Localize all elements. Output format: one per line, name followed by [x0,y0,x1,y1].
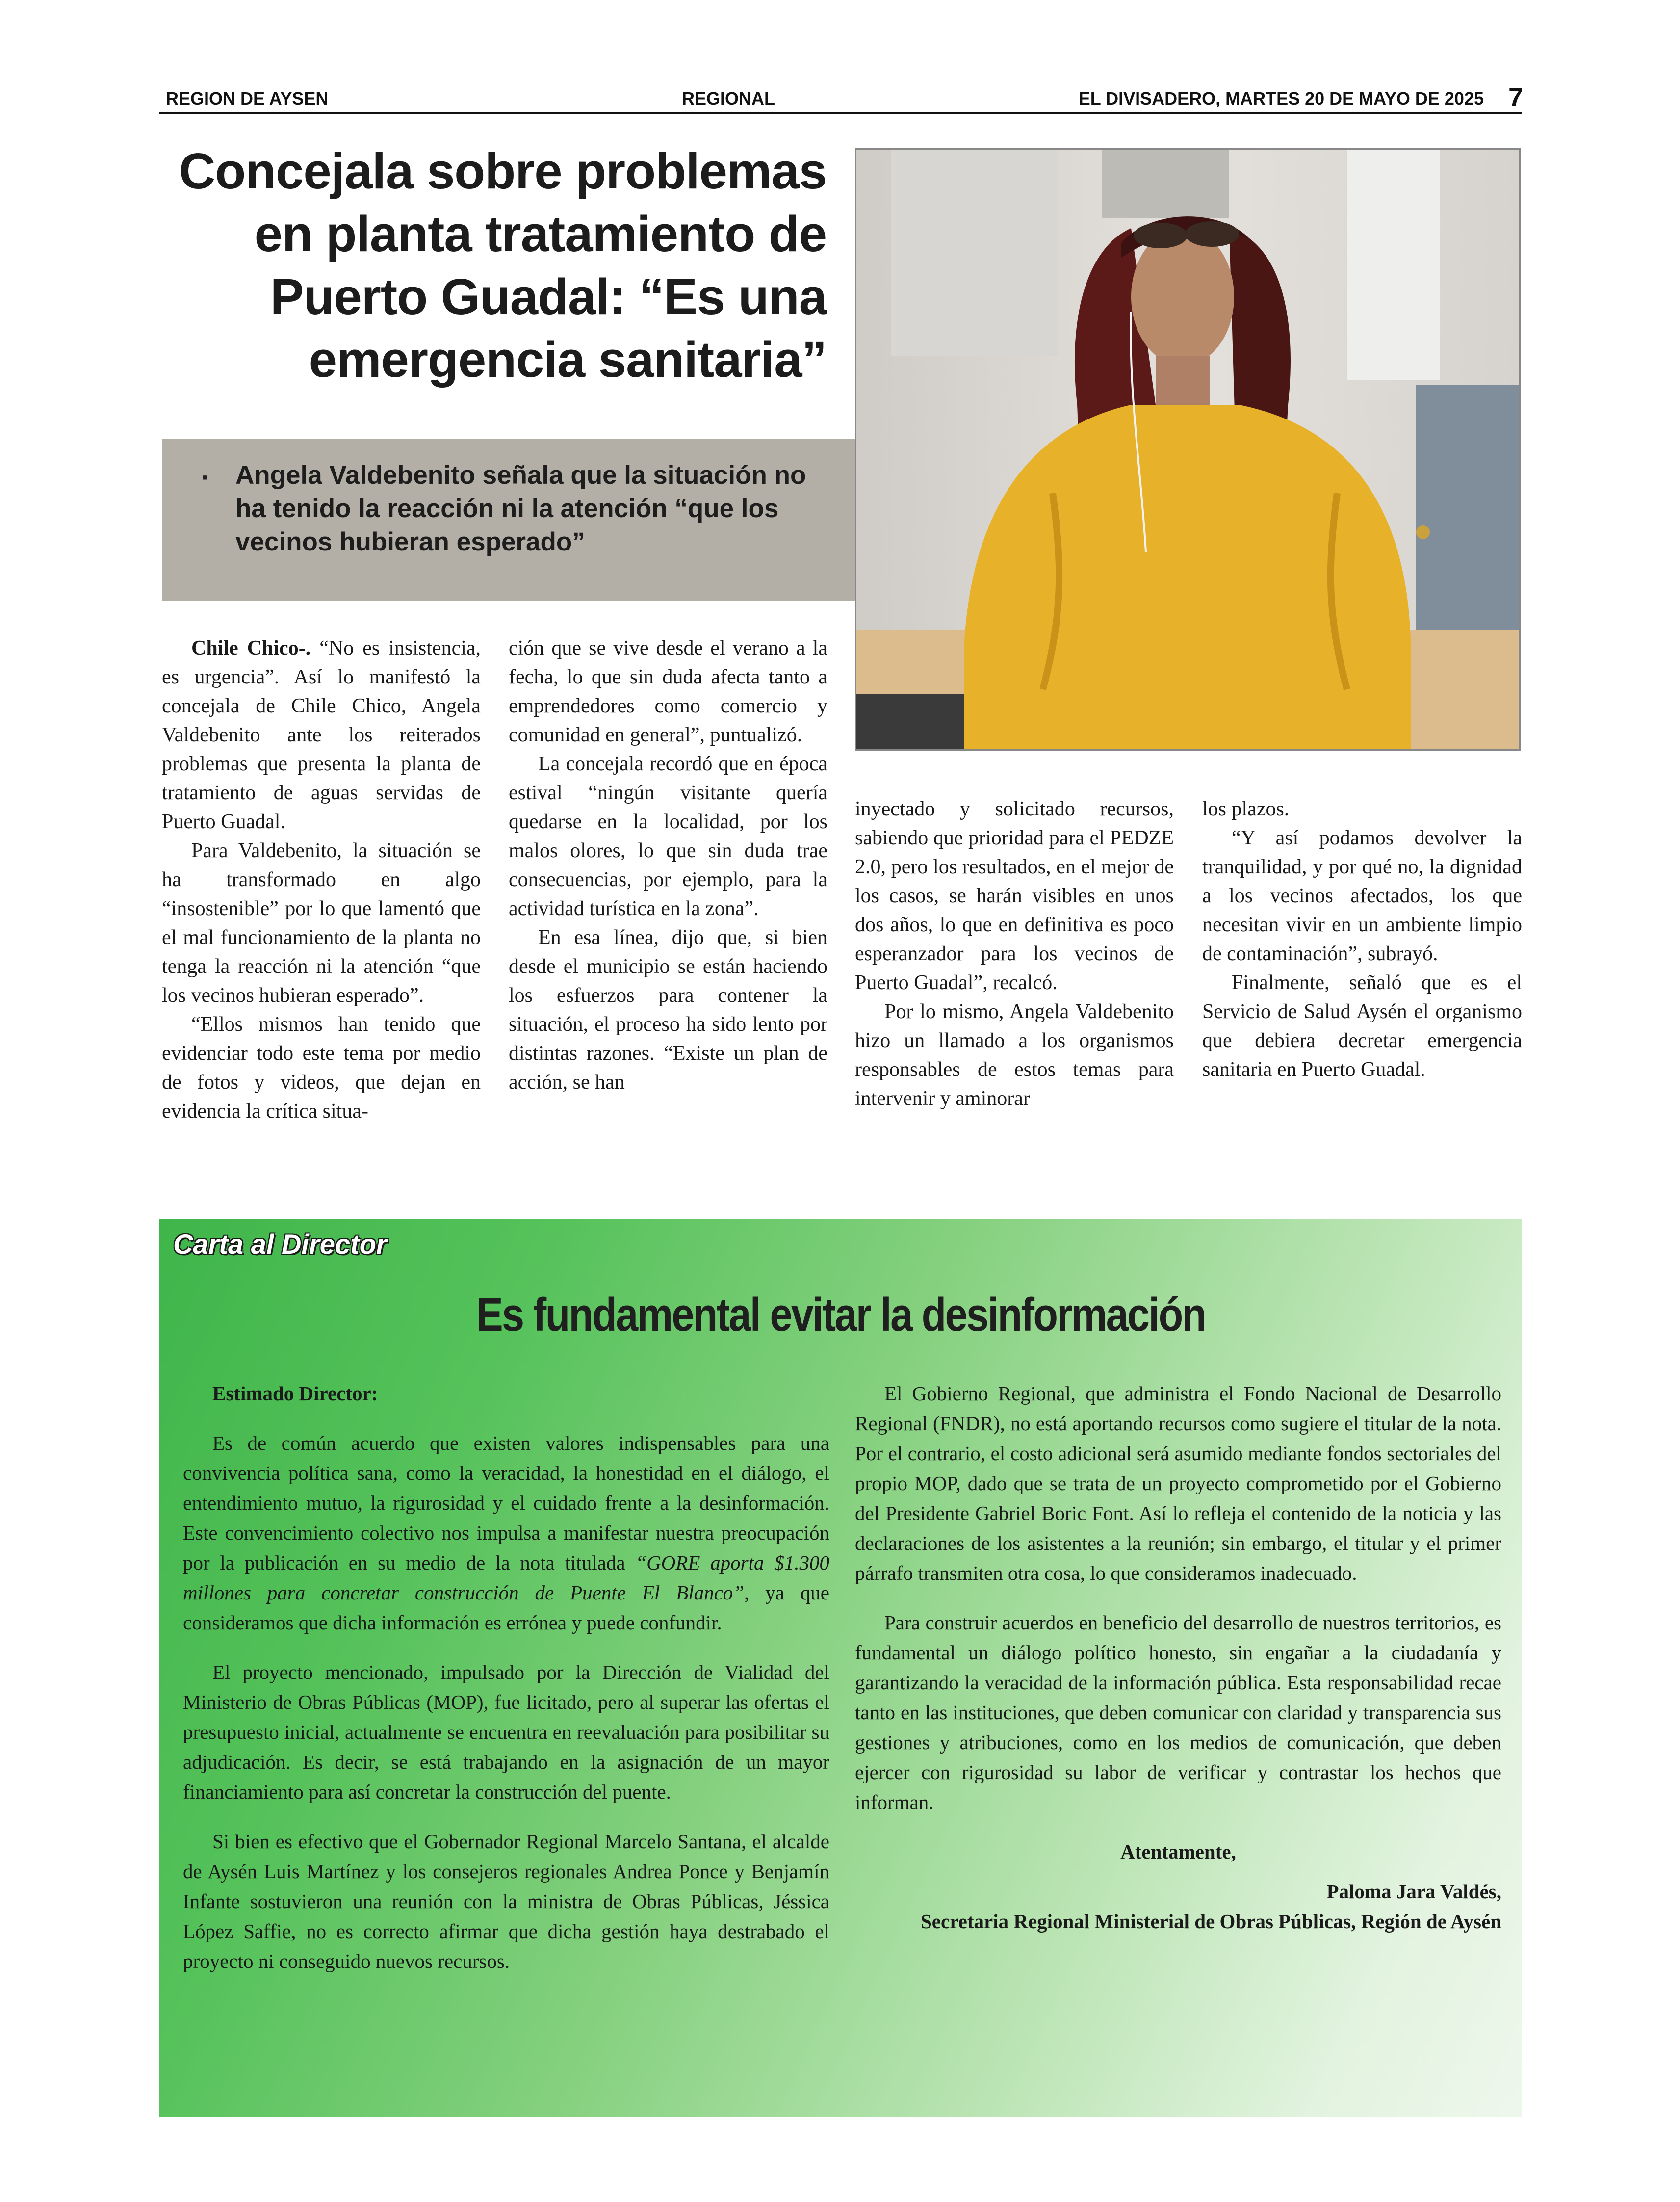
article-paragraph: Para Valdebenito, la situación se ha transformado en algo “insostenible” por lo que lamentó que el mal funcionamiento de la planta no tenga la reacción ni la atención “que los vecinos hubieran esperado”. [162,839,481,1007]
article-paragraph: Por lo mismo, Angela Valdebenito hizo un llamado a los organismos responsables de estos temas para intervenir y aminorar [855,1000,1174,1110]
headline-line: emergencia sanitaria” [309,331,827,388]
portrait-illustration [856,150,1519,749]
headline-line: en planta tratamiento de [254,206,827,262]
letter-box [159,1219,1522,2117]
article-headline [162,140,827,391]
article-column-2 [509,634,827,1097]
letter-title: Es fundamental evitar la desinformación [476,1288,1206,1341]
letter-salutation: Estimado Director: [212,1382,378,1405]
article-column-3 [855,795,1174,1113]
letter-paragraph: El Gobierno Regional, que administra el Fondo Nacional de Desarrollo Regional (FNDR), no está aportando recursos como sugiere el titular de la nota. Por el contrario, el costo adicional será asumido mediante fondos sectoriales del propio MOP, dado que se trata de un proyecto comprometido por el Gobierno del Presidente Gabriel Boric Font. Así lo refleja el contenido de la noticia y las declaraciones de los asistentes a la reunión; sin embargo, el titular y el primer párrafo transmiten otra cosa, lo que consideramos inadecuado. [855,1382,1501,1584]
letter-paragraph: El proyecto mencionado, impulsado por la Dirección de Vialidad del Ministerio de Obras Públicas (MOP), fue licitado, pero al superar las ofertas el presupuesto inicial, actualmente se encuentra en reevaluación para posibilitar su adjudicación. Es decir, se está trabajando en la asignación de un mayor financiamiento para así concretar la construcción del puente. [183,1661,829,1803]
letter-paragraph [183,1428,829,1638]
article-paragraph: La concejala recordó que en época estival “ningún visitante quería quedarse en la localidad, por los malos olores, lo que sin duda trae consecuencias, por ejemplo, para la actividad turística en la zona”. [509,753,827,920]
letter-column-2 [855,1379,1501,1937]
headline-line: Puerto Guadal: “Es una [270,268,827,325]
newspaper-dateline: EL DIVISADERO, MARTES 20 DE MAYO DE 2025 [1078,88,1484,108]
header-rule [159,112,1522,114]
article-paragraph: Finalmente, señaló que es el Servicio de Salud Aysén el organismo que debiera decretar emergencia sanitaria en Puerto Guadal. [1202,971,1522,1081]
letter-signer: Paloma Jara Valdés, [1326,1880,1501,1903]
letter-paragraph: Para construir acuerdos en beneficio del desarrollo de nuestros territorios, es fundamental un diálogo político honesto, sin engañar a la ciudadanía y garantizando la veracidad de la información pública. Esta responsabilidad recae tanto en las instituciones, que deben comunicar con claridad y transparencia sus gestiones y atribuciones, como en los medios de comunicación, que deben ejercer con rigurosidad su labor de verificar y contrastar los hechos que informan. [855,1611,1501,1813]
letter-paragraph: Si bien es efectivo que el Gobernador Regional Marcelo Santana, el alcalde de Aysén Luis Martínez y los consejeros regionales Andrea Ponce y Benjamín Infante sostuvieron una reunión con la ministra de Obras Públicas, Jéssica López Saffie, no es correcto afirmar que dicha gestión haya destrabado el proyecto ni conseguido nuevos recursos. [183,1830,829,1972]
subhead-text: Angela Valdebenito señala que la situación no ha tenido la reacción ni la atención “que los vecinos hubieran esperado” [235,461,806,556]
paragraph-text: , ya que consideramos que dicha información es errónea y puede confundir. [183,1581,829,1634]
article-paragraph: inyectado y solicitado recursos, sabiendo que prioridad para el PEDZE 2.0, pero los resultados, en el mejor de los casos, se harán visibles en unos dos años, lo que en definitiva es poco esperanzador para los vecinos de Puerto Guadal”, recalcó. [855,798,1174,994]
article-dateline: Chile Chico-. [191,637,311,659]
letter-column-1 [183,1379,829,1996]
article-paragraph [162,634,481,837]
section-label: REGION DE AYSEN [166,88,329,108]
letter-closing: Atentamente, [1120,1840,1236,1863]
section-title: REGIONAL [682,88,775,108]
cited-article-title: “GORE aporta $1.300 millones para concretar construcción de Puente El Blanco” [183,1551,829,1604]
article-column-4 [1202,795,1522,1084]
letter-signer-title: Secretaria Regional Ministerial de Obras Públicas, Región de Aysén [921,1910,1501,1933]
article-paragraph: ción que se vive desde el verano a la fecha, lo que sin duda afecta tanto a emprendedores como comercio y comunidad en general”, puntualizó. [509,637,827,746]
letter-section-tag: Carta al Director [173,1229,387,1259]
article-column-1 [162,634,481,1126]
page-number: 7 [1508,83,1523,112]
subhead-box [162,439,856,601]
article-paragraph: “Y así podamos devolver la tranquilidad, y por qué no, la dignidad a los vecinos afectados, los que necesitan vivir en un ambiente limpio de contaminación”, subrayó. [1202,827,1522,965]
article-paragraph: los plazos. [1202,798,1290,820]
article-paragraph: “Ellos mismos han tenido que evidenciar todo este tema por medio de fotos y videos, que dejan en evidencia la crítica situa- [162,1013,481,1123]
paragraph-text: Es de común acuerdo que existen valores indispensables para una convivencia política sana, como la veracidad, la honestidad en el diálogo, el entendimiento mutuo, la rigurosidad y el cuidado frente a la desinformación. Este convencimiento colectivo nos impulsa a manifestar nuestra preocupación por la publicación en su medio de la nota titulada [183,1432,829,1574]
headline-line: Concejala sobre problemas [179,143,827,199]
bullet-icon: · [201,462,210,493]
article-photo [855,148,1521,751]
article-paragraph: En esa línea, dijo que, si bien desde el municipio se están haciendo los esfuerzos para contener la situación, el proceso ha sido lento por distintas razones. “Existe un plan de acción, se han [509,926,827,1094]
paragraph-text: “No es insistencia, es urgencia”. Así lo manifestó la concejala de Chile Chico, Angela Valdebenito ante los reiterados problemas que presenta la planta de tratamiento de aguas servidas de Puerto Guadal. [162,637,481,833]
